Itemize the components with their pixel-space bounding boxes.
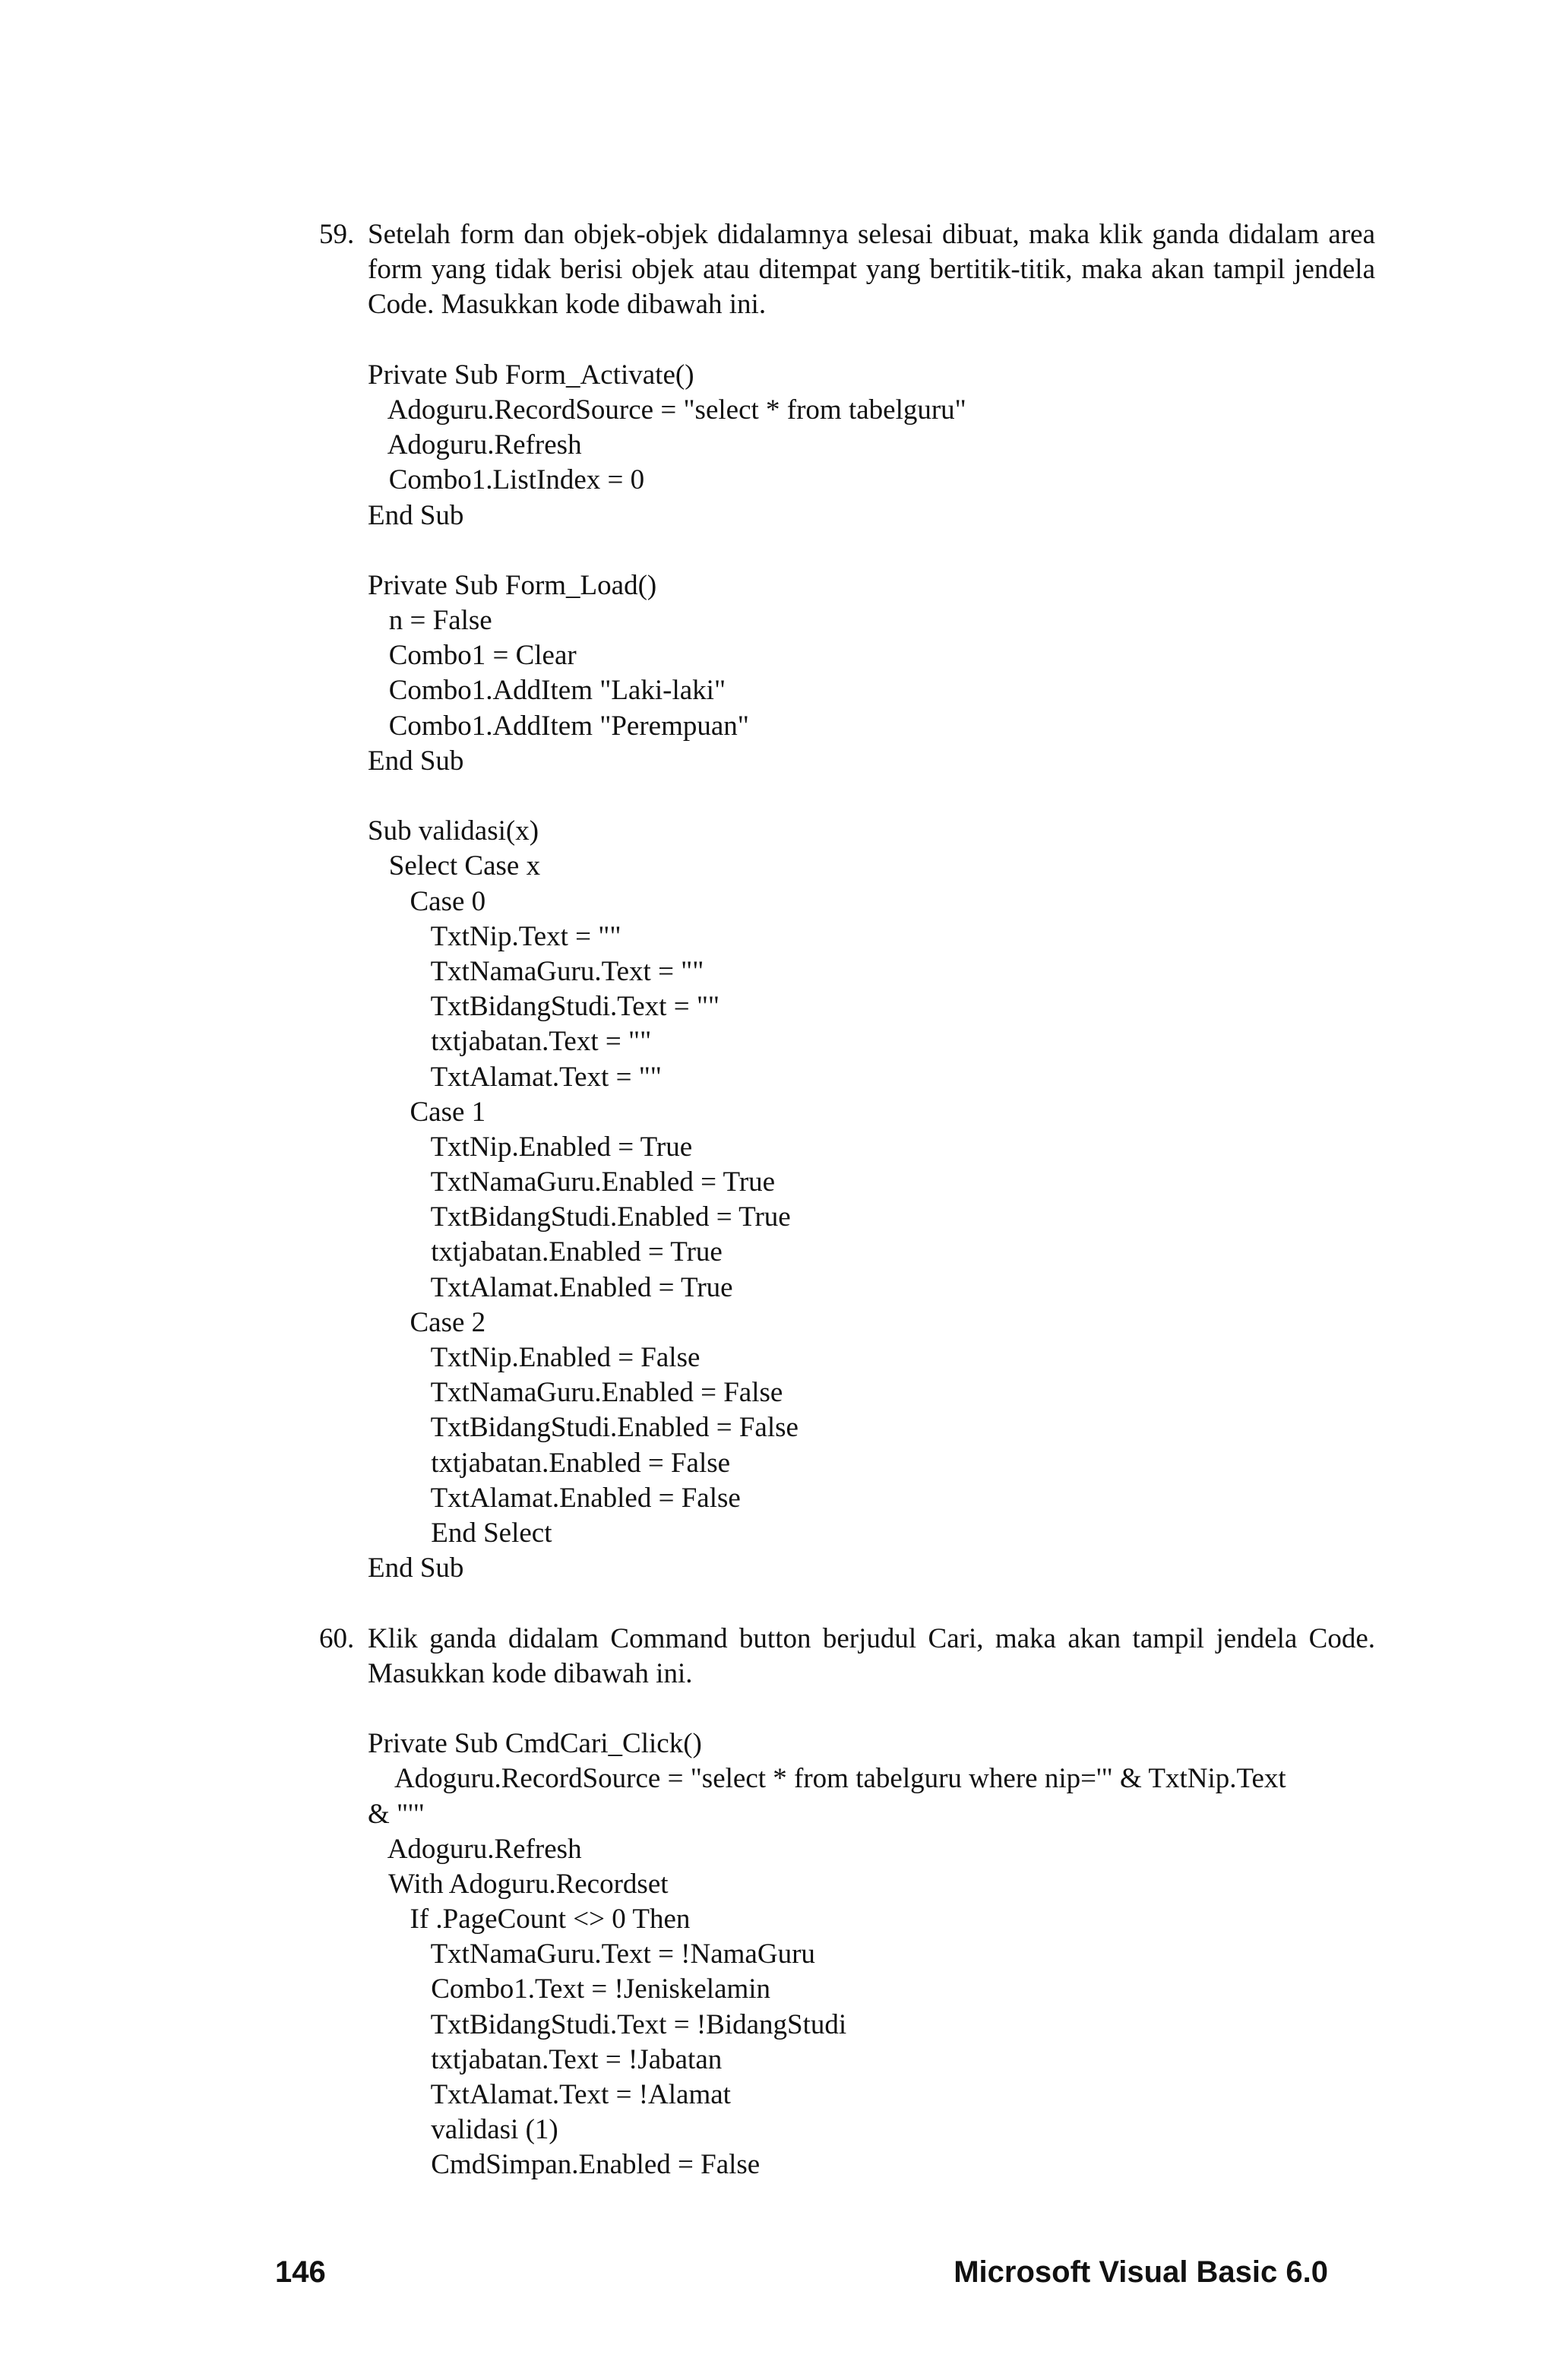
code-line: txtjabatan.Text = "" xyxy=(368,1026,652,1058)
code-line: Case 0 xyxy=(368,885,486,917)
code-block-59 xyxy=(319,358,1375,1587)
code-line: Private Sub Form_Activate() xyxy=(368,359,694,391)
code-line: TxtBidangStudi.Enabled = False xyxy=(368,1412,799,1444)
code-line: End Select xyxy=(368,1517,552,1549)
code-line: TxtBidangStudi.Text = "" xyxy=(368,991,720,1023)
code-line: n = False xyxy=(368,605,492,637)
code-line: Combo1 = Clear xyxy=(368,640,577,672)
code-line: End Sub xyxy=(368,499,464,531)
code-line: Combo1.AddItem "Laki-laki" xyxy=(368,675,726,707)
code-block-60 xyxy=(319,1726,1375,2182)
code-line: TxtNip.Enabled = False xyxy=(368,1342,701,1374)
code-line: txtjabatan.Enabled = False xyxy=(368,1447,731,1479)
code-line: Sub validasi(x) xyxy=(368,815,539,847)
code-line: Private Sub Form_Load() xyxy=(368,569,657,601)
book-title: Microsoft Visual Basic 6.0 xyxy=(954,2255,1328,2289)
code-line: With Adoguru.Recordset xyxy=(368,1868,669,1900)
code-line: & "'" xyxy=(368,1798,425,1830)
code-line: Case 2 xyxy=(368,1306,486,1338)
step-59-text: Setelah form dan objek-objek didalamnya selesai dibuat, maka klik ganda didalam area form yang tidak berisi objek atau ditempat yang bertitik-titik, maka akan tampil jendela Code. Masukkan kode dibawah ini. xyxy=(368,219,1375,321)
code-line: validasi (1) xyxy=(368,2114,558,2146)
code-line: TxtNamaGuru.Enabled = False xyxy=(368,1377,783,1409)
code-line: Select Case x xyxy=(368,850,541,882)
page-number: 146 xyxy=(275,2255,326,2289)
code-line: TxtAlamat.Text = "" xyxy=(368,1061,662,1093)
spacer xyxy=(319,323,1375,358)
code-line: Combo1.AddItem "Perempuan" xyxy=(368,710,749,742)
code-line xyxy=(368,779,1375,814)
code-line: txtjabatan.Enabled = True xyxy=(368,1236,723,1268)
code-line: TxtAlamat.Enabled = False xyxy=(368,1482,741,1514)
step-60-number: 60. xyxy=(319,1622,355,1654)
code-line: If .PageCount <> 0 Then xyxy=(368,1904,691,1935)
code-line: Case 1 xyxy=(368,1096,486,1128)
code-line: TxtNamaGuru.Text = "" xyxy=(368,955,704,987)
code-line: TxtNip.Text = "" xyxy=(368,920,621,952)
code-line: TxtNamaGuru.Text = !NamaGuru xyxy=(368,1938,815,1970)
code-line: TxtBidangStudi.Enabled = True xyxy=(368,1201,791,1233)
step-60-paragraph xyxy=(319,1622,1375,1692)
code-line xyxy=(368,533,1375,568)
step-59-paragraph xyxy=(319,217,1375,323)
code-line: txtjabatan.Text = !Jabatan xyxy=(368,2043,723,2075)
code-line: TxtNamaGuru.Enabled = True xyxy=(368,1166,776,1198)
code-line: End Sub xyxy=(368,1552,464,1584)
spacer xyxy=(319,1586,1375,1621)
code-line: Adoguru.Refresh xyxy=(368,1833,582,1865)
step-59-number: 59. xyxy=(319,219,355,250)
step-60-text: Klik ganda didalam Command button berjudul Cari, maka akan tampil jendela Code. Masukkan kode dibawah ini. xyxy=(368,1622,1375,1689)
code-line: TxtAlamat.Enabled = True xyxy=(368,1271,733,1303)
code-line: TxtAlamat.Text = !Alamat xyxy=(368,2079,731,2111)
code-line: Adoguru.RecordSource = "select * from tabelguru where nip='" & TxtNip.Text xyxy=(368,1763,1286,1795)
code-line: End Sub xyxy=(368,745,464,777)
code-line: CmdSimpan.Enabled = False xyxy=(368,2149,761,2181)
code-line: Adoguru.RecordSource = "select * from tabelguru" xyxy=(368,394,966,426)
code-line: Adoguru.Refresh xyxy=(368,429,582,461)
code-line: Private Sub CmdCari_Click() xyxy=(368,1728,702,1760)
code-line: Combo1.ListIndex = 0 xyxy=(368,464,645,496)
page-content xyxy=(319,217,1375,2183)
spacer xyxy=(319,1692,1375,1726)
code-line: TxtNip.Enabled = True xyxy=(368,1131,693,1163)
code-line: TxtBidangStudi.Text = !BidangStudi xyxy=(368,2008,847,2040)
code-line: Combo1.Text = !Jeniskelamin xyxy=(368,1973,771,2005)
